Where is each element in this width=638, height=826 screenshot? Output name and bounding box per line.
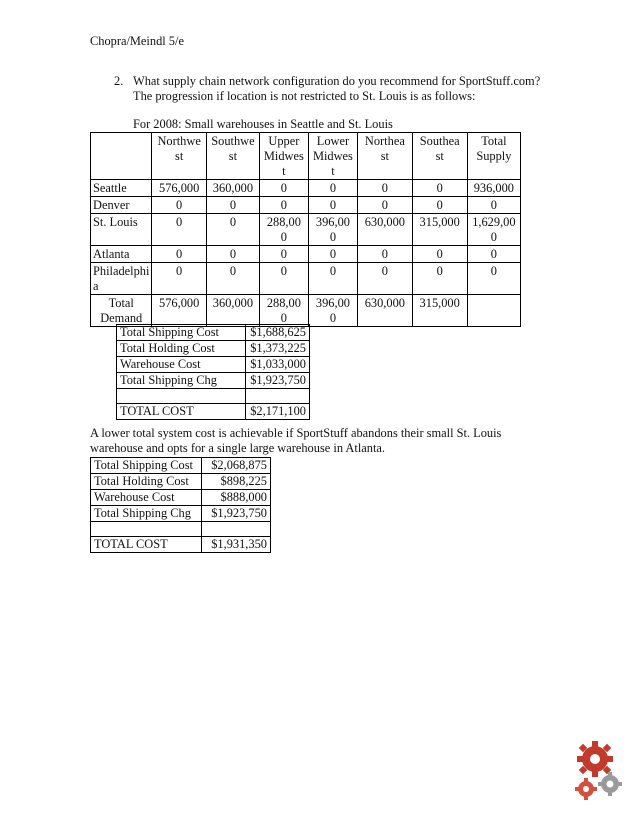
table-cell-line: 0 (436, 198, 443, 212)
table-cell (152, 180, 206, 197)
table-cell (467, 263, 520, 295)
column-header (412, 133, 467, 180)
table-cell (467, 180, 520, 197)
table-cell (358, 263, 413, 295)
column-header-line: st (228, 149, 238, 163)
column-header-line: Total (481, 134, 507, 148)
table-cell-line: 288,00 (266, 215, 301, 229)
column-header (260, 133, 309, 180)
cost-value: $1,373,225 (246, 341, 310, 357)
column-header-line: Southea (419, 134, 460, 148)
cost-label: Total Holding Cost (117, 341, 246, 357)
row-label-line: St. Louis (93, 215, 138, 229)
table-cell-line: 0 (280, 311, 287, 325)
recommendation-line-2: warehouse and opts for a single large warehouse in Atlanta. (90, 441, 385, 455)
question-line-1: What supply chain network configuration do you recommend for SportStuff.com? (133, 74, 541, 88)
column-header-line: Midwes (263, 149, 304, 163)
row-label-line: a (93, 279, 99, 293)
table-cell (206, 214, 259, 246)
cost-value: $2,068,875 (202, 458, 271, 474)
table-cell-line: 0 (176, 198, 183, 212)
table-cell-line: 0 (329, 181, 337, 195)
table-cell (467, 246, 520, 263)
question-line-2: The progression if location is not restricted to St. Louis is as follows: (133, 89, 476, 103)
row-label (91, 263, 152, 295)
cost-value: $1,931,350 (202, 537, 271, 553)
table-cell-line: 0 (229, 264, 237, 278)
cost-row (117, 404, 310, 420)
cost-row (91, 458, 271, 474)
table-cell (467, 295, 520, 327)
table-cell (206, 295, 259, 327)
column-header-line: st (435, 149, 444, 163)
table-cell-line: 396,00 (315, 296, 350, 310)
table-cell (206, 180, 259, 197)
table-cell-line: 315,000 (419, 296, 460, 310)
table-cell-line: 576,000 (159, 181, 200, 195)
table-cell (412, 295, 467, 327)
table-cell (308, 263, 357, 295)
cost-label: Total Shipping Cost (91, 458, 202, 474)
cost-label: Warehouse Cost (117, 357, 246, 373)
row-label (91, 214, 152, 246)
table-cell (412, 180, 467, 197)
table-cell (358, 180, 413, 197)
table-cell-line: 0 (176, 247, 183, 261)
table-cell-line: 0 (490, 230, 497, 244)
row-label-line: Seattle (93, 181, 127, 195)
table-cell-line: 0 (280, 181, 287, 195)
table-cell-line: 315,000 (419, 215, 460, 229)
table-row (91, 197, 521, 214)
cost-label: Total Holding Cost (91, 474, 202, 490)
table-cell (412, 214, 467, 246)
cost-value (246, 389, 310, 404)
cost-value: $1,923,750 (246, 373, 310, 389)
table-cell-line: 0 (176, 264, 183, 278)
table-cell-line: 0 (280, 198, 287, 212)
table-cell-line: 0 (229, 247, 237, 261)
cost-row (117, 357, 310, 373)
cost-row (91, 474, 271, 490)
cost-value (202, 522, 271, 537)
row-label-line: Atlanta (93, 247, 130, 261)
small-red-gear (575, 778, 597, 800)
table-cell (308, 295, 357, 327)
table-cell-line: 0 (329, 198, 337, 212)
column-header (358, 133, 413, 180)
column-header (91, 133, 152, 180)
table-cell (152, 295, 206, 327)
table-cell (206, 263, 259, 295)
cost-label (91, 522, 202, 537)
table-caption: For 2008: Small warehouses in Seattle and St. Louis (133, 117, 393, 131)
column-header-line: Northwe (157, 134, 201, 148)
table-cell-line: 0 (280, 264, 287, 278)
table-cell-line: 360,000 (212, 296, 254, 310)
supply-demand-table (90, 132, 521, 327)
table-cell (412, 246, 467, 263)
table-cell-line: 0 (436, 247, 443, 261)
cost-value: $898,225 (202, 474, 271, 490)
table-cell-line: 0 (280, 230, 287, 244)
table-cell (358, 295, 413, 327)
cost-row (91, 522, 271, 537)
table-cell (152, 246, 206, 263)
cost-label: TOTAL COST (117, 404, 246, 420)
cost-label: Total Shipping Chg (117, 373, 246, 389)
table-cell-line: 0 (329, 264, 337, 278)
table-cell (260, 197, 309, 214)
row-label (91, 246, 152, 263)
column-header-line: st (175, 149, 184, 163)
table-cell-line: 0 (490, 198, 497, 212)
cost-label: Total Shipping Chg (91, 506, 202, 522)
table-cell (152, 263, 206, 295)
table-cell-line: 576,000 (159, 296, 200, 310)
table-cell (308, 180, 357, 197)
table-cell (152, 197, 206, 214)
recommendation-line-1: A lower total system cost is achievable if SportStuff abandons their small St. Louis (90, 426, 502, 440)
table-cell-line: 0 (329, 311, 337, 325)
table-cell (308, 246, 357, 263)
table-cell (358, 214, 413, 246)
table-cell (358, 246, 413, 263)
table-cell-line: 0 (229, 198, 237, 212)
table-cell (467, 197, 520, 214)
column-header (152, 133, 206, 180)
column-header (206, 133, 259, 180)
cost-row (117, 325, 310, 341)
column-header-line: t (331, 164, 335, 178)
question-number: 2. (114, 74, 124, 88)
table-cell (260, 180, 309, 197)
page-header: Chopra/Meindl 5/e (90, 34, 184, 48)
gears-icon (568, 737, 626, 807)
cost-summary-table-2 (90, 457, 271, 553)
table-cell-line: 0 (176, 215, 183, 229)
cost-value: $1,923,750 (202, 506, 271, 522)
row-label (91, 295, 152, 327)
column-header-line: Southwe (211, 134, 255, 148)
table-cell-line: 0 (490, 247, 497, 261)
cost-row (91, 537, 271, 553)
table-cell-line: 288,00 (266, 296, 301, 310)
table-cell (260, 246, 309, 263)
row-label (91, 180, 152, 197)
column-header-line: Lower (316, 134, 350, 148)
row-label (91, 197, 152, 214)
table-cell (206, 197, 259, 214)
cost-label: TOTAL COST (91, 537, 202, 553)
table-cell (358, 197, 413, 214)
cost-label: Warehouse Cost (91, 490, 202, 506)
table-row (91, 180, 521, 197)
column-header-line: t (282, 164, 286, 178)
table-row (91, 263, 521, 295)
table-cell (152, 214, 206, 246)
cost-row (117, 389, 310, 404)
table-cell (308, 214, 357, 246)
cost-value: $1,033,000 (246, 357, 310, 373)
table-cell-line: 360,000 (212, 181, 254, 195)
table-header-row (91, 133, 521, 180)
column-header (467, 133, 520, 180)
table-cell (260, 214, 309, 246)
cost-value: $888,000 (202, 490, 271, 506)
total-demand-row (91, 295, 521, 327)
table-cell-line: 0 (229, 215, 237, 229)
cost-row (91, 490, 271, 506)
small-grey-gear (598, 772, 622, 796)
table-cell (260, 263, 309, 295)
column-header-line: st (380, 149, 389, 163)
table-cell-line: 0 (280, 247, 287, 261)
table-cell-line: 630,000 (364, 296, 405, 310)
cost-label (117, 389, 246, 404)
table-cell (206, 246, 259, 263)
table-cell-line: 630,000 (364, 215, 405, 229)
cost-row (117, 373, 310, 389)
table-cell (412, 263, 467, 295)
cost-label: Total Shipping Cost (117, 325, 246, 341)
cost-value: $1,688,625 (246, 325, 310, 341)
table-cell (467, 214, 520, 246)
table-cell-line: 0 (436, 181, 443, 195)
table-row (91, 246, 521, 263)
column-header-line: Northea (364, 134, 405, 148)
table-cell-line: 0 (381, 181, 388, 195)
row-label-line: Denver (93, 198, 130, 212)
cost-row (91, 506, 271, 522)
column-header-line: Supply (476, 149, 512, 163)
row-label-line: Demand (100, 311, 143, 325)
table-cell-line: 0 (381, 264, 388, 278)
table-row (91, 214, 521, 246)
column-header-line: Midwes (312, 149, 353, 163)
cost-value: $2,171,100 (246, 404, 310, 420)
large-red-gear (577, 741, 613, 777)
column-header (308, 133, 357, 180)
table-cell (260, 295, 309, 327)
cost-row (117, 341, 310, 357)
table-cell-line: 0 (490, 264, 497, 278)
table-cell-line: 396,00 (315, 215, 350, 229)
table-cell-line: 0 (329, 230, 337, 244)
table-cell-line: 936,000 (473, 181, 515, 195)
table-cell-line: 0 (329, 247, 337, 261)
table-cell (412, 197, 467, 214)
table-cell (308, 197, 357, 214)
column-header-line: Upper (268, 134, 300, 148)
row-label-line: Total (108, 296, 134, 310)
row-label-line: Philadelphi (93, 264, 150, 278)
cost-summary-table-1 (116, 324, 310, 420)
table-cell-line: 0 (381, 198, 388, 212)
table-cell-line: 0 (436, 264, 443, 278)
table-cell-line: 0 (381, 247, 388, 261)
table-cell-line: 1,629,00 (472, 215, 516, 229)
